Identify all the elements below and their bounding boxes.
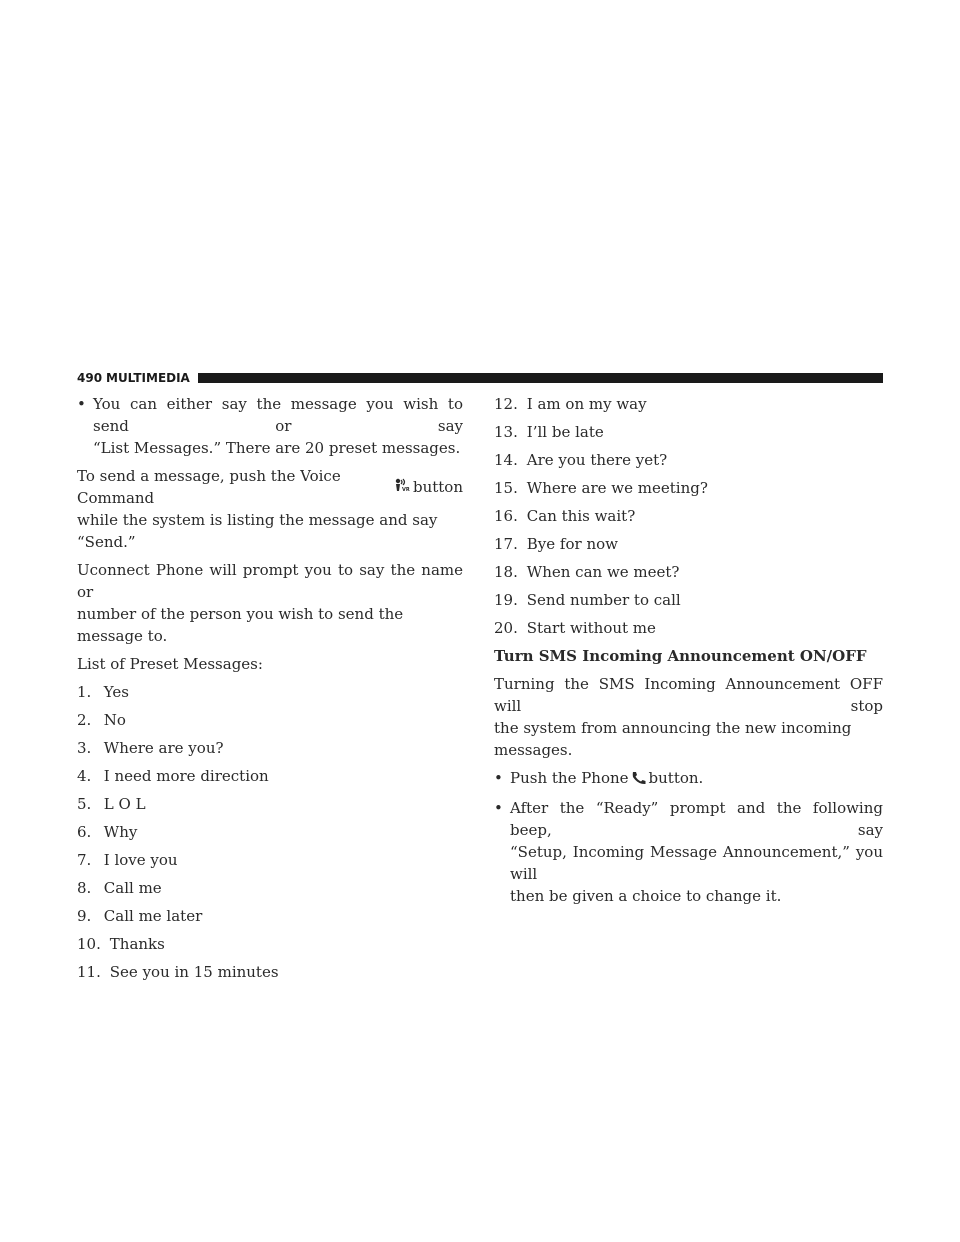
list-intro: List of Preset Messages: (77, 655, 263, 673)
bullet-line: then be given a choice to change it. (510, 887, 782, 905)
list-number: 20. (494, 619, 518, 637)
list-text: I’ll be late (526, 423, 604, 441)
list-text: See you in 15 minutes (109, 963, 279, 981)
paragraph-text: To send a message, push the Voice Command (77, 467, 341, 507)
list-text: I love you (103, 851, 178, 869)
list-text: Thanks (109, 935, 165, 953)
bullet-text: button. (648, 769, 704, 787)
list-item (494, 393, 883, 415)
list-number: 4. (77, 767, 92, 785)
list-number: 3. (77, 739, 92, 757)
paragraph-line: the system from announcing the new incoming messages. (494, 719, 852, 759)
list-text: Call me later (103, 907, 203, 925)
list-item (77, 877, 463, 899)
paragraph-line: Turning the SMS Incoming Announcement OFF will stop (494, 675, 883, 715)
list-text: Why (103, 823, 138, 841)
paragraph-line (77, 465, 463, 509)
header-rule (198, 373, 883, 383)
list-item (494, 449, 883, 471)
bullet-dot: • (494, 799, 503, 817)
paragraph-line: number of the person you wish to send the message to. (77, 605, 404, 645)
bullet-line: “Setup, Incoming Message Announcement,” you will (510, 843, 883, 883)
list-text: Are you there yet? (526, 451, 668, 469)
list-number: 1. (77, 683, 92, 701)
list-text: Can this wait? (526, 507, 636, 525)
list-item (77, 905, 463, 927)
list-number: 13. (494, 423, 518, 441)
paragraph-prompt (77, 559, 463, 647)
list-item (494, 561, 883, 583)
list-item (77, 793, 463, 815)
list-number: 18. (494, 563, 518, 581)
paragraph-text: button (412, 478, 463, 496)
paragraph-announcement (494, 673, 883, 761)
list-number: 11. (77, 963, 101, 981)
list-number: 16. (494, 507, 518, 525)
preset-list-right (494, 393, 883, 639)
list-number: 2. (77, 711, 92, 729)
list-item (494, 589, 883, 611)
list-number: 5. (77, 795, 92, 813)
preset-list-left (77, 681, 463, 983)
left-column (77, 393, 463, 989)
list-text: I need more direction (103, 767, 269, 785)
list-text: Yes (103, 683, 129, 701)
voice-command-icon (395, 476, 411, 498)
list-number: 12. (494, 395, 518, 413)
bullet-list-messages (77, 393, 463, 459)
list-item (77, 709, 463, 731)
list-item (77, 933, 463, 955)
list-number: 8. (77, 879, 92, 897)
list-text: I am on my way (526, 395, 647, 413)
paragraph-line: Uconnect Phone will prompt you to say the name or (77, 561, 463, 601)
list-text: No (103, 711, 126, 729)
phone-icon (631, 769, 647, 791)
list-item (494, 505, 883, 527)
list-item (77, 681, 463, 703)
svg-text:VR: VR (401, 487, 410, 492)
list-number: 7. (77, 851, 92, 869)
list-item (494, 617, 883, 639)
list-item (494, 533, 883, 555)
list-number: 15. (494, 479, 518, 497)
paragraph-send-message (77, 465, 463, 553)
list-item (494, 421, 883, 443)
list-number: 19. (494, 591, 518, 609)
list-text: Start without me (526, 619, 656, 637)
list-item (77, 737, 463, 759)
list-number: 6. (77, 823, 92, 841)
bullet-text: Push the Phone (510, 769, 629, 787)
bullet-line: After the “Ready” prompt and the following beep, say (510, 799, 883, 839)
list-text: When can we meet? (526, 563, 680, 581)
bullet-dot: • (494, 769, 503, 787)
list-item (494, 477, 883, 499)
paragraph-line: while the system is listing the message and say “Send.” (77, 511, 438, 551)
bullet-line: You can either say the message you wish to send or say (93, 395, 463, 435)
list-text: Bye for now (526, 535, 618, 553)
list-number: 10. (77, 935, 101, 953)
list-item (77, 961, 463, 983)
list-item (77, 765, 463, 787)
list-text: Send number to call (526, 591, 681, 609)
list-text: Where are we meeting? (526, 479, 708, 497)
page-header (77, 371, 883, 385)
list-number: 9. (77, 907, 92, 925)
section-title: MULTIMEDIA (106, 371, 190, 385)
list-item (77, 849, 463, 871)
bullet-line: “List Messages.” There are 20 preset messages. (93, 439, 461, 457)
right-column (494, 393, 883, 913)
bullet-dot: • (77, 395, 86, 413)
list-item (77, 821, 463, 843)
section-heading: Turn SMS Incoming Announcement ON/OFF (494, 647, 867, 665)
list-text: Where are you? (103, 739, 224, 757)
page-number: 490 (77, 371, 103, 385)
bullet-push-phone (494, 767, 883, 791)
list-number: 14. (494, 451, 518, 469)
bullet-ready-prompt (494, 797, 883, 907)
list-text: L O L (103, 795, 146, 813)
list-text: Call me (103, 879, 162, 897)
list-number: 17. (494, 535, 518, 553)
